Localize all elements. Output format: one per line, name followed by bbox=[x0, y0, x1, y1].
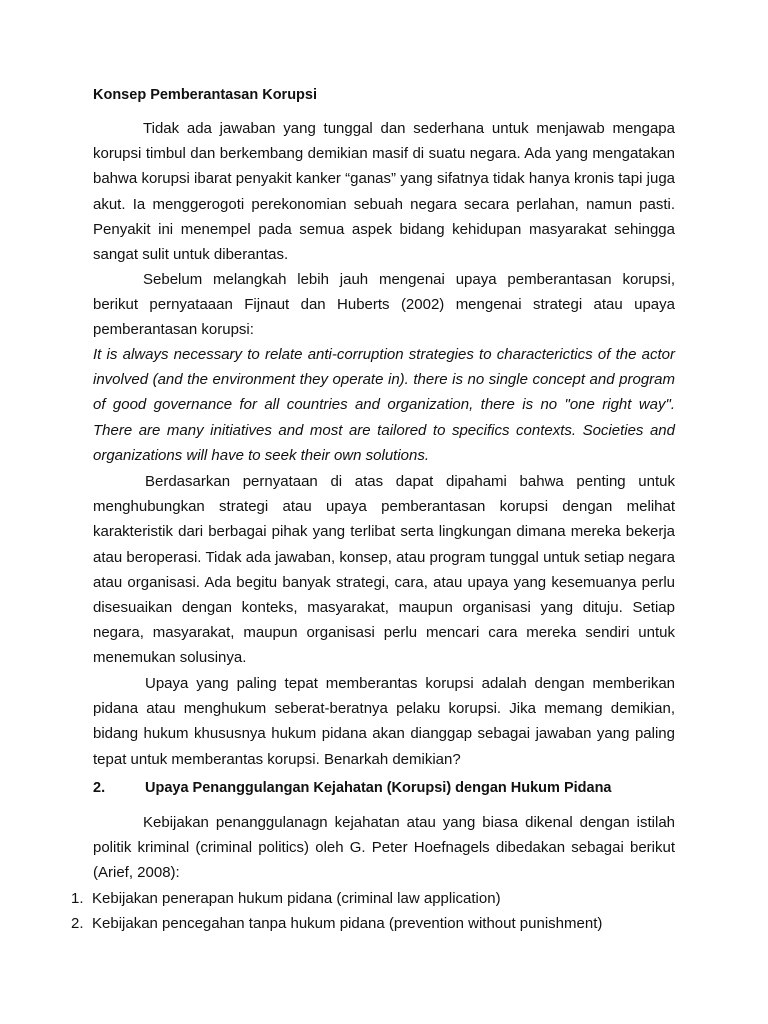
list-item-number: 2. bbox=[71, 915, 84, 932]
paragraph-fijnaut-intro: Sebelum melangkah lebih jauh mengenai upaya pemberantasan korupsi, berikut pernyataaan Fijnaut dan Huberts (2002) mengenai strategi atau upaya pemberantasan korupsi: bbox=[93, 271, 675, 339]
section-heading bbox=[93, 780, 675, 796]
list-item bbox=[71, 911, 711, 936]
paragraph-punishment: Upaya yang paling tepat memberantas korupsi adalah dengan memberikan pidana atau menghukum seberat-beratnya pelaku korupsi. Jika memang demikian, bidang hukum khususnya hukum pidana akan dianggap sebagai jawaban yang paling tepat untuk memberantas korupsi. Benarkah demikian? bbox=[93, 675, 675, 768]
list-item bbox=[71, 886, 711, 911]
section-title: Upaya Penanggulangan Kejahatan (Korupsi) dengan Hukum Pidana bbox=[145, 780, 612, 796]
document-title: Konsep Pemberantasan Korupsi bbox=[93, 87, 317, 103]
paragraph-quote: It is always necessary to relate anti-corruption strategies to characterictics of the actor involved (and the environment they operate in). there is no single concept and program of good governance for all countries and organization, there is no "one right way". There are many initiatives and most are tailored to specifics contexts. Societies and organizations will have to seek their own solutions. bbox=[93, 346, 675, 464]
list-item-text: Kebijakan penerapan hukum pidana (criminal law application) bbox=[92, 890, 501, 907]
paragraph-analysis: Berdasarkan pernyataan di atas dapat dipahami bahwa penting untuk menghubungkan strategi atau upaya pemberantasan korupsi dengan melihat karakteristik dari berbagai pihak yang terlibat serta lingkungan dimana mereka bekerja atau beroperasi. Tidak ada jawaban, konsep, atau program tunggal untuk setiap negara atau organisasi. Ada begitu banyak strategi, cara, atau upaya yang kesemuanya perlu disesuaikan dengan konteks, masyarakat, maupun organisasi yang dituju. Setiap negara, masyarakat, maupun organisasi perlu mencari cara mereka sendiri untuk menemukan solusinya. bbox=[93, 473, 675, 667]
section-number: 2. bbox=[93, 780, 106, 796]
paragraph-intro: Tidak ada jawaban yang tunggal dan sederhana untuk menjawab mengapa korupsi timbul dan berkembang demikian masif di suatu negara. Ada yang mengatakan bahwa korupsi ibarat penyakit kanker “ganas” yang sifatnya tidak hanya kronis tapi juga akut. Ia menggerogoti perekonomian sebuah negara secara perlahan, namun pasti. Penyakit ini menempel pada semua aspek bidang kehidupan masyarakat sehingga sangat sulit untuk diberantas. bbox=[93, 120, 675, 264]
paragraph-section-body: Kebijakan penanggulanagn kejahatan atau yang biasa dikenal dengan istilah politik kriminal (criminal politics) oleh G. Peter Hoefnagels dibedakan sebagai berikut (Arief, 2008): bbox=[93, 814, 675, 882]
list-item-text: Kebijakan pencegahan tanpa hukum pidana (prevention without punishment) bbox=[92, 915, 603, 932]
list-item-number: 1. bbox=[71, 890, 84, 907]
